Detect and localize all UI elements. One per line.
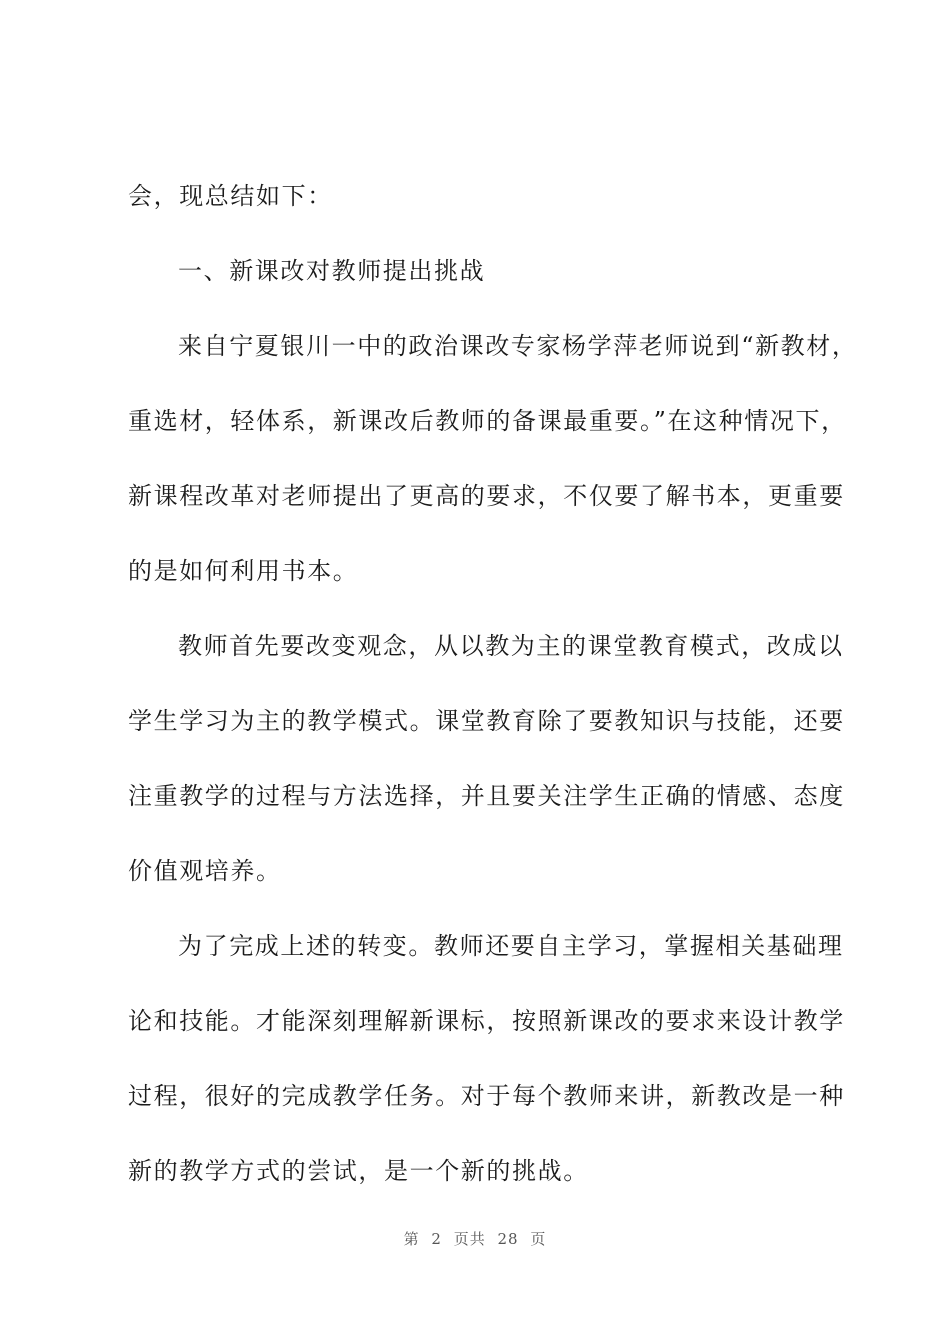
text-line: 教师首先要改变观念，从以教为主的课堂教育模式，改成以 <box>178 632 844 660</box>
text-line: 新的教学方式的尝试，是一个新的挑战。 <box>128 1157 589 1185</box>
text-line: 注重教学的过程与方法选择，并且要关注学生正确的情感、态度 <box>128 782 845 810</box>
text-line: 新课程改革对老师提出了更高的要求，不仅要了解书本，更重要 <box>128 482 845 510</box>
text-line: 重选材，轻体系，新课改后教师的备课最重要。”在这种情况下， <box>128 407 847 435</box>
page-number-footer: 第 2 页共 28 页 <box>403 1230 547 1248</box>
section-heading: 一、新课改对教师提出挑战 <box>178 257 486 285</box>
text-line: 来自宁夏银川一中的政治课改专家杨学萍老师说到“新教材， <box>178 332 858 360</box>
text-line: 过程，很好的完成教学任务。对于每个教师来讲，新教改是一种 <box>128 1082 845 1110</box>
text-line: 价值观培养。 <box>128 857 282 885</box>
text-line: 的是如何利用书本。 <box>128 557 359 585</box>
text-line: 为了完成上述的转变。教师还要自主学习，掌握相关基础理 <box>178 932 844 960</box>
text-line: 学生学习为主的教学模式。课堂教育除了要教知识与技能，还要 <box>128 707 845 735</box>
text-line: 会，现总结如下： <box>128 182 333 210</box>
text-line: 论和技能。才能深刻理解新课标，按照新课改的要求来设计教学 <box>128 1007 845 1035</box>
